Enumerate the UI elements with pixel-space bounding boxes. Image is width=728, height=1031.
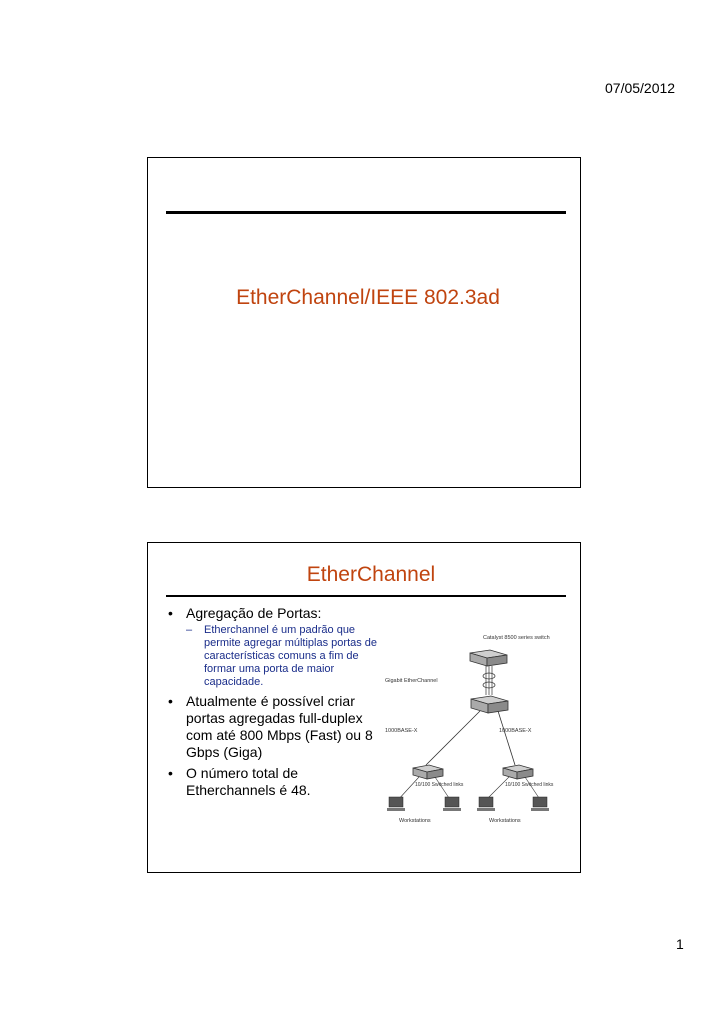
bullet-marker: • bbox=[168, 693, 173, 709]
slide-2 bbox=[147, 542, 581, 873]
bullet-text: O número total de Etherchannels é 48. bbox=[186, 765, 311, 798]
etherchannel-network-diagram bbox=[383, 623, 558, 828]
bullet-item bbox=[168, 693, 378, 761]
bullet-list bbox=[168, 601, 378, 799]
core-switch-icon bbox=[471, 696, 508, 713]
sub-bullet-item bbox=[168, 624, 378, 689]
left-link-label-text: 1000BASE-X bbox=[385, 728, 418, 734]
title-rule bbox=[166, 595, 566, 597]
left-workstations-label bbox=[399, 818, 431, 824]
sub-bullet-text: Etherchannel é um padrão que permite agregar múltiplas portas de características comuns a fim de formar uma porta de maior capacidade. bbox=[204, 624, 378, 688]
right-link-label-text: 1000BASE-X bbox=[499, 728, 532, 734]
header-date: 07/05/2012 bbox=[605, 80, 676, 96]
bullet-item bbox=[168, 605, 378, 622]
right-workstations-label bbox=[489, 818, 521, 824]
etherchannel-label bbox=[385, 678, 438, 684]
gigabit-etherchannel-bundle bbox=[483, 666, 495, 695]
top-switch-label-text: Catalyst 8500 series switch bbox=[483, 635, 550, 641]
page-number: 1 bbox=[676, 936, 684, 952]
right-workstations-label-text: Workstations bbox=[489, 818, 521, 824]
left-uplink bbox=[426, 711, 480, 765]
right-link-label bbox=[499, 728, 532, 734]
slide-1-title: EtherChannel/IEEE 802.3ad bbox=[236, 286, 500, 309]
slide-1 bbox=[147, 157, 581, 488]
slide-2-title: EtherChannel bbox=[306, 563, 436, 586]
bullet-text: Atualmente é possível criar portas agregadas full-duplex com até 800 Mbps (Fast) ou 8 Gbps (Giga) bbox=[186, 693, 373, 760]
bullet-marker: • bbox=[168, 605, 173, 621]
right-switch-label bbox=[505, 782, 554, 788]
right-switch-label-text: 10/100 Switched links bbox=[505, 782, 554, 788]
left-workstations-label-text: Workstations bbox=[399, 818, 431, 824]
top-switch-icon bbox=[470, 650, 507, 666]
right-access-switch-icon bbox=[503, 765, 533, 779]
etherchannel-label-text: Gigabit EtherChannel bbox=[385, 678, 438, 684]
left-switch-label bbox=[415, 782, 464, 788]
workstation-links bbox=[397, 777, 541, 801]
bullet-text: Agregação de Portas: bbox=[186, 605, 322, 621]
left-switch-label-text: 10/100 Switched links bbox=[415, 782, 464, 788]
left-link-label bbox=[385, 728, 418, 734]
sub-bullet-marker: – bbox=[186, 624, 193, 636]
bullet-marker: • bbox=[168, 765, 173, 781]
right-uplink bbox=[498, 711, 515, 765]
title-rule bbox=[166, 211, 566, 214]
bullet-item bbox=[168, 765, 378, 799]
top-switch-label bbox=[483, 635, 550, 641]
left-access-switch-icon bbox=[413, 765, 443, 779]
workstation-icons bbox=[387, 797, 549, 811]
